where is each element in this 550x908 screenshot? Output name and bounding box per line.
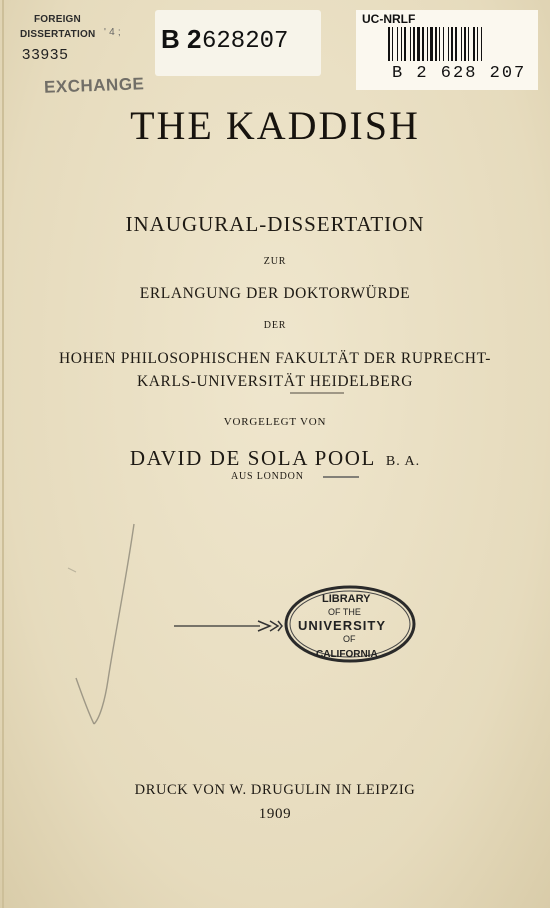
presented-by: VORGELEGT VON	[223, 416, 327, 428]
call-number-label	[155, 10, 321, 76]
faculty-line-1: HOHEN PHILOSOPHISCHEN FAKULTÄT DER RUPRECHT-	[58, 350, 492, 367]
stamp-line-5: CALIFORNIA	[316, 649, 378, 660]
word-der: DER	[263, 320, 287, 331]
accession-number: 33935	[22, 46, 69, 63]
stamp-line-3: UNIVERSITY	[298, 618, 387, 633]
pencil-check-icon	[60, 520, 150, 730]
barcode-label	[356, 10, 538, 90]
foreign-stamp: FOREIGN	[34, 14, 81, 25]
exchange-stamp: EXCHANGE	[43, 74, 145, 97]
library-stamp	[172, 576, 422, 676]
pencil-mark	[323, 476, 359, 478]
author-origin: AUS LONDON	[231, 471, 304, 482]
subtitle: INAUGURAL-DISSERTATION	[125, 212, 425, 236]
stamp-line-1: LIBRARY	[322, 593, 371, 605]
underline-mark	[290, 392, 344, 394]
dissertation-stamp: DISSERTATION	[20, 29, 96, 40]
publication-year: 1909	[258, 806, 292, 822]
printer-line: DRUCK VON W. DRUGULIN IN LEIPZIG	[134, 782, 416, 798]
barcode-title: UC-NRLF	[362, 12, 416, 26]
author-line	[0, 446, 550, 471]
author-degree: B. A.	[385, 454, 421, 469]
stamp-line-4: OF	[343, 634, 356, 644]
call-prefix: B 2	[161, 24, 202, 54]
line-erlangung: ERLANGUNG DER DOKTORWÜRDE	[139, 285, 411, 302]
word-zur: ZUR	[263, 256, 287, 267]
stamp-line-2: OF THE	[328, 607, 361, 617]
author-name: DAVID DE SOLA POOL	[129, 446, 376, 470]
book-title: THE KADDISH	[130, 103, 420, 148]
barcode-number: B 2 628 207	[392, 64, 527, 83]
handwritten-mark: ' 4 ;	[104, 27, 121, 38]
barcode-icon	[388, 27, 534, 61]
faculty-line-2: KARLS-UNIVERSITÄT HEIDELBERG	[136, 373, 414, 390]
call-number: 628207	[202, 28, 289, 55]
